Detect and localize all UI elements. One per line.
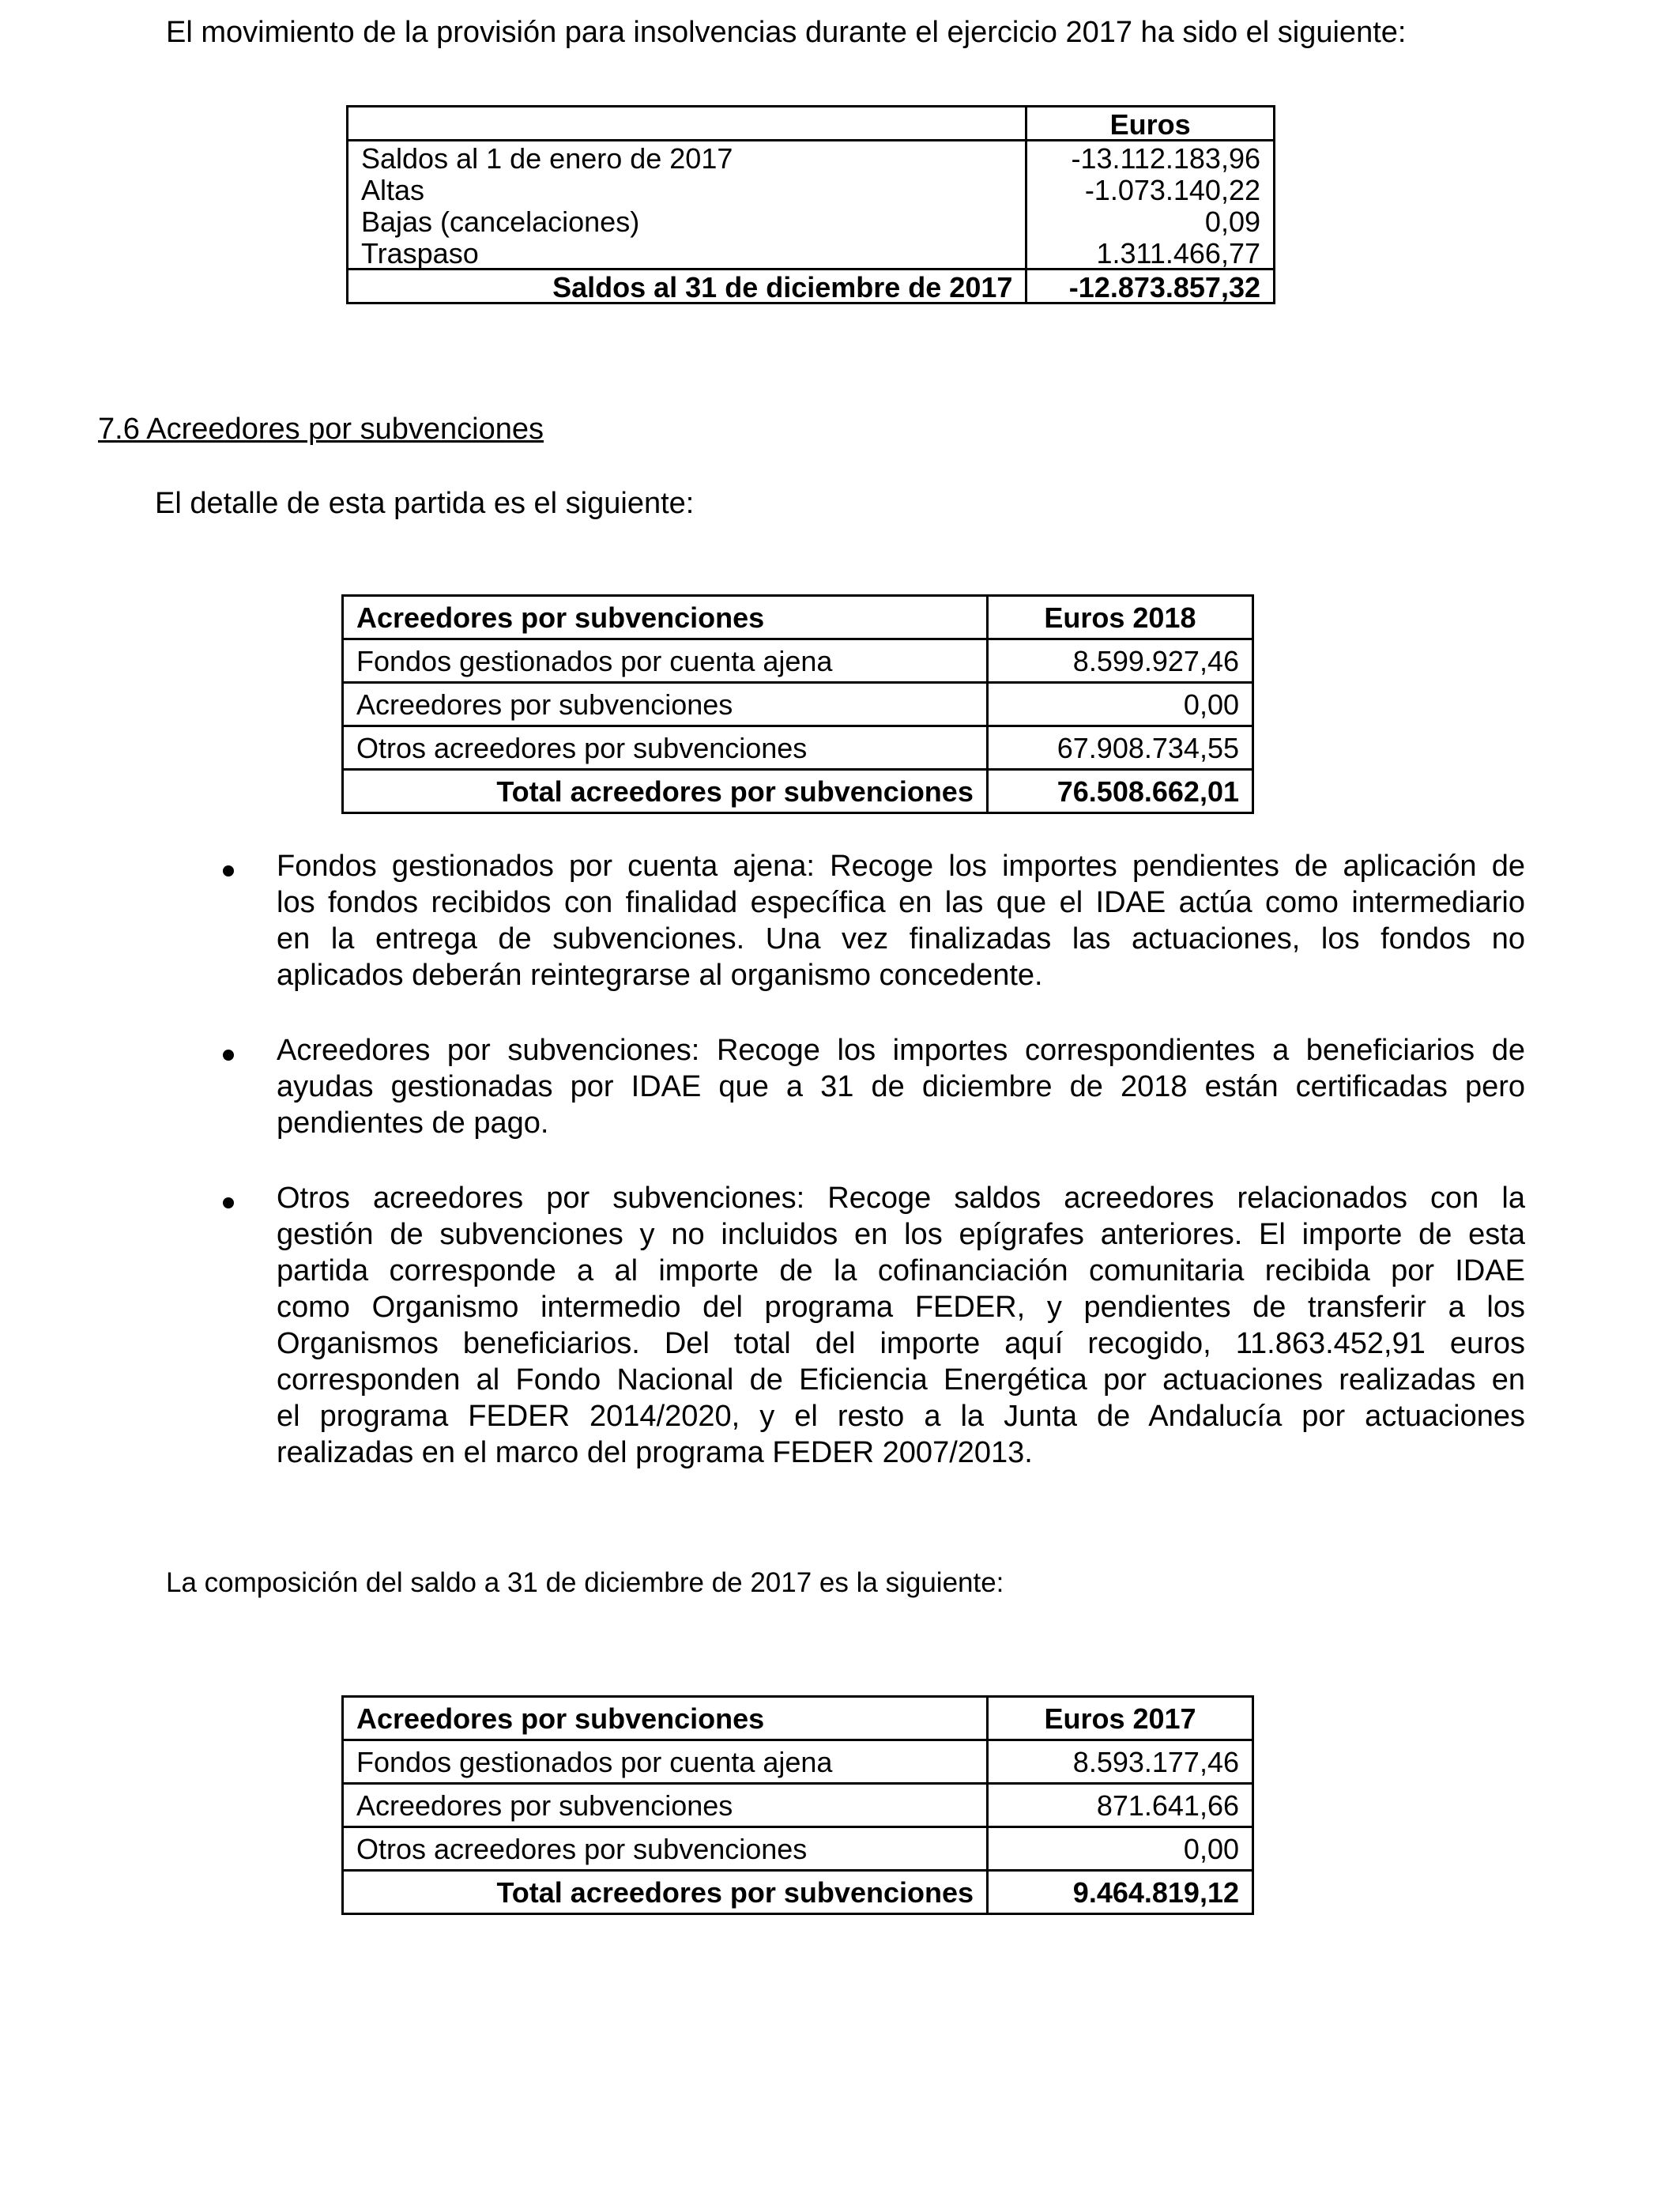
total-label: Total acreedores por subvenciones [343, 770, 988, 813]
bullet-line: los fondos recibidos con finalidad específica en las que el IDAE actúa como intermediario [277, 886, 1525, 919]
bullet-line: ayudas gestionadas por IDAE que a 31 de diciembre de 2018 están certificadas pero [277, 1070, 1525, 1103]
intro-provision-text: El movimiento de la provisión para insolvencias durante el ejercicio 2017 ha sido el siguiente: [166, 16, 1407, 49]
bullet-line: Organismos beneficiarios. Del total del importe aquí recogido, 11.863.452,91 euros [277, 1327, 1525, 1360]
total-row [348, 270, 1275, 303]
header-value: Euros 2017 [988, 1697, 1253, 1740]
row-label: Fondos gestionados por cuenta ajena [343, 639, 988, 683]
table-header-row [343, 1697, 1253, 1740]
section-heading: 7.6 Acreedores por subvenciones [98, 413, 544, 446]
bullet-line: partida corresponde a al importe de la cofinanciación comunitaria recibida por IDAE [277, 1254, 1525, 1287]
row-value: 67.908.734,55 [987, 726, 1252, 770]
row-value: 8.593.177,46 [988, 1740, 1253, 1784]
provision-table [346, 105, 1275, 304]
total-label: Saldos al 31 de diciembre de 2017 [348, 270, 1026, 303]
table-row [348, 205, 1275, 236]
bullet-line: corresponden al Fondo Nacional de Eficiencia Energética por actuaciones realizadas en [277, 1363, 1525, 1397]
table-row [343, 1827, 1253, 1871]
bullet-dot [223, 1050, 234, 1061]
bullet-line: el programa FEDER 2014/2020, y el resto a la Junta de Andalucía por actuaciones [277, 1400, 1525, 1433]
table-row [348, 141, 1275, 174]
bullet-dot [223, 1197, 234, 1208]
bullet-line: realizadas en el marco del programa FEDER 2007/2013. [277, 1436, 1033, 1469]
table-row [348, 236, 1275, 270]
bullet-line: gestión de subvenciones y no incluidos en los epígrafes anteriores. El importe de esta [277, 1218, 1525, 1251]
row-label: Otros acreedores por subvenciones [343, 726, 988, 770]
total-value: 76.508.662,01 [987, 770, 1252, 813]
header-label: Acreedores por subvenciones [343, 596, 988, 639]
bullet-line: aplicados deberán reintegrarse al organismo concedente. [277, 959, 1043, 992]
bullet-line: pendientes de pago. [277, 1106, 549, 1140]
bullet-line: como Organismo intermedio del programa FEDER, y pendientes de transferir a los [277, 1291, 1525, 1324]
composition-intro-text: La composición del saldo a 31 de diciembre de 2017 es la siguiente: [166, 1567, 1004, 1598]
row-label: Acreedores por subvenciones [343, 1784, 988, 1827]
header-value: Euros 2018 [987, 596, 1252, 639]
bullet-fondos-gestionados [277, 848, 1525, 993]
bullet-line: Fondos gestionados por cuenta ajena: Recoge los importes pendientes de aplicación de [277, 850, 1525, 883]
row-label: Saldos al 1 de enero de 2017 [348, 141, 1026, 174]
total-label: Total acreedores por subvenciones [343, 1871, 988, 1914]
bullet-otros-acreedores [277, 1180, 1525, 1471]
row-value: 0,00 [987, 683, 1252, 726]
bullet-dot [223, 865, 234, 876]
table-row [348, 173, 1275, 205]
row-value: 0,09 [1026, 205, 1275, 236]
provision-table-header-row [348, 107, 1275, 141]
table-row [343, 639, 1253, 683]
total-row [343, 1871, 1253, 1914]
row-label: Traspaso [348, 236, 1026, 270]
provision-header-euros: Euros [1026, 107, 1275, 141]
row-value: 871.641,66 [988, 1784, 1253, 1827]
row-label: Bajas (cancelaciones) [348, 205, 1026, 236]
row-label: Otros acreedores por subvenciones [343, 1827, 988, 1871]
total-row [343, 770, 1253, 813]
detail-intro-text: El detalle de esta partida es el siguiente: [155, 487, 695, 520]
header-label: Acreedores por subvenciones [343, 1697, 988, 1740]
provision-header-blank [348, 107, 1026, 141]
row-value: 1.311.466,77 [1026, 236, 1275, 270]
row-value: 8.599.927,46 [987, 639, 1252, 683]
row-label: Acreedores por subvenciones [343, 683, 988, 726]
bullet-line: en la entrega de subvenciones. Una vez finalizadas las actuaciones, los fondos no [277, 922, 1525, 956]
row-value: -1.073.140,22 [1026, 173, 1275, 205]
table-row [343, 726, 1253, 770]
total-value: 9.464.819,12 [988, 1871, 1253, 1914]
creditors-2018-table [341, 594, 1254, 814]
bullet-line: Acreedores por subvenciones: Recoge los importes correspondientes a beneficiarios de [277, 1034, 1525, 1067]
table-header-row [343, 596, 1253, 639]
row-label: Fondos gestionados por cuenta ajena [343, 1740, 988, 1784]
table-row [343, 1740, 1253, 1784]
total-value: -12.873.857,32 [1026, 270, 1275, 303]
creditors-2017-table [341, 1695, 1254, 1915]
row-value: 0,00 [988, 1827, 1253, 1871]
row-value: -13.112.183,96 [1026, 141, 1275, 174]
bullet-acreedores [277, 1032, 1525, 1141]
table-row [343, 1784, 1253, 1827]
table-row [343, 683, 1253, 726]
bullet-line: Otros acreedores por subvenciones: Recoge saldos acreedores relacionados con la [277, 1182, 1525, 1215]
row-label: Altas [348, 173, 1026, 205]
